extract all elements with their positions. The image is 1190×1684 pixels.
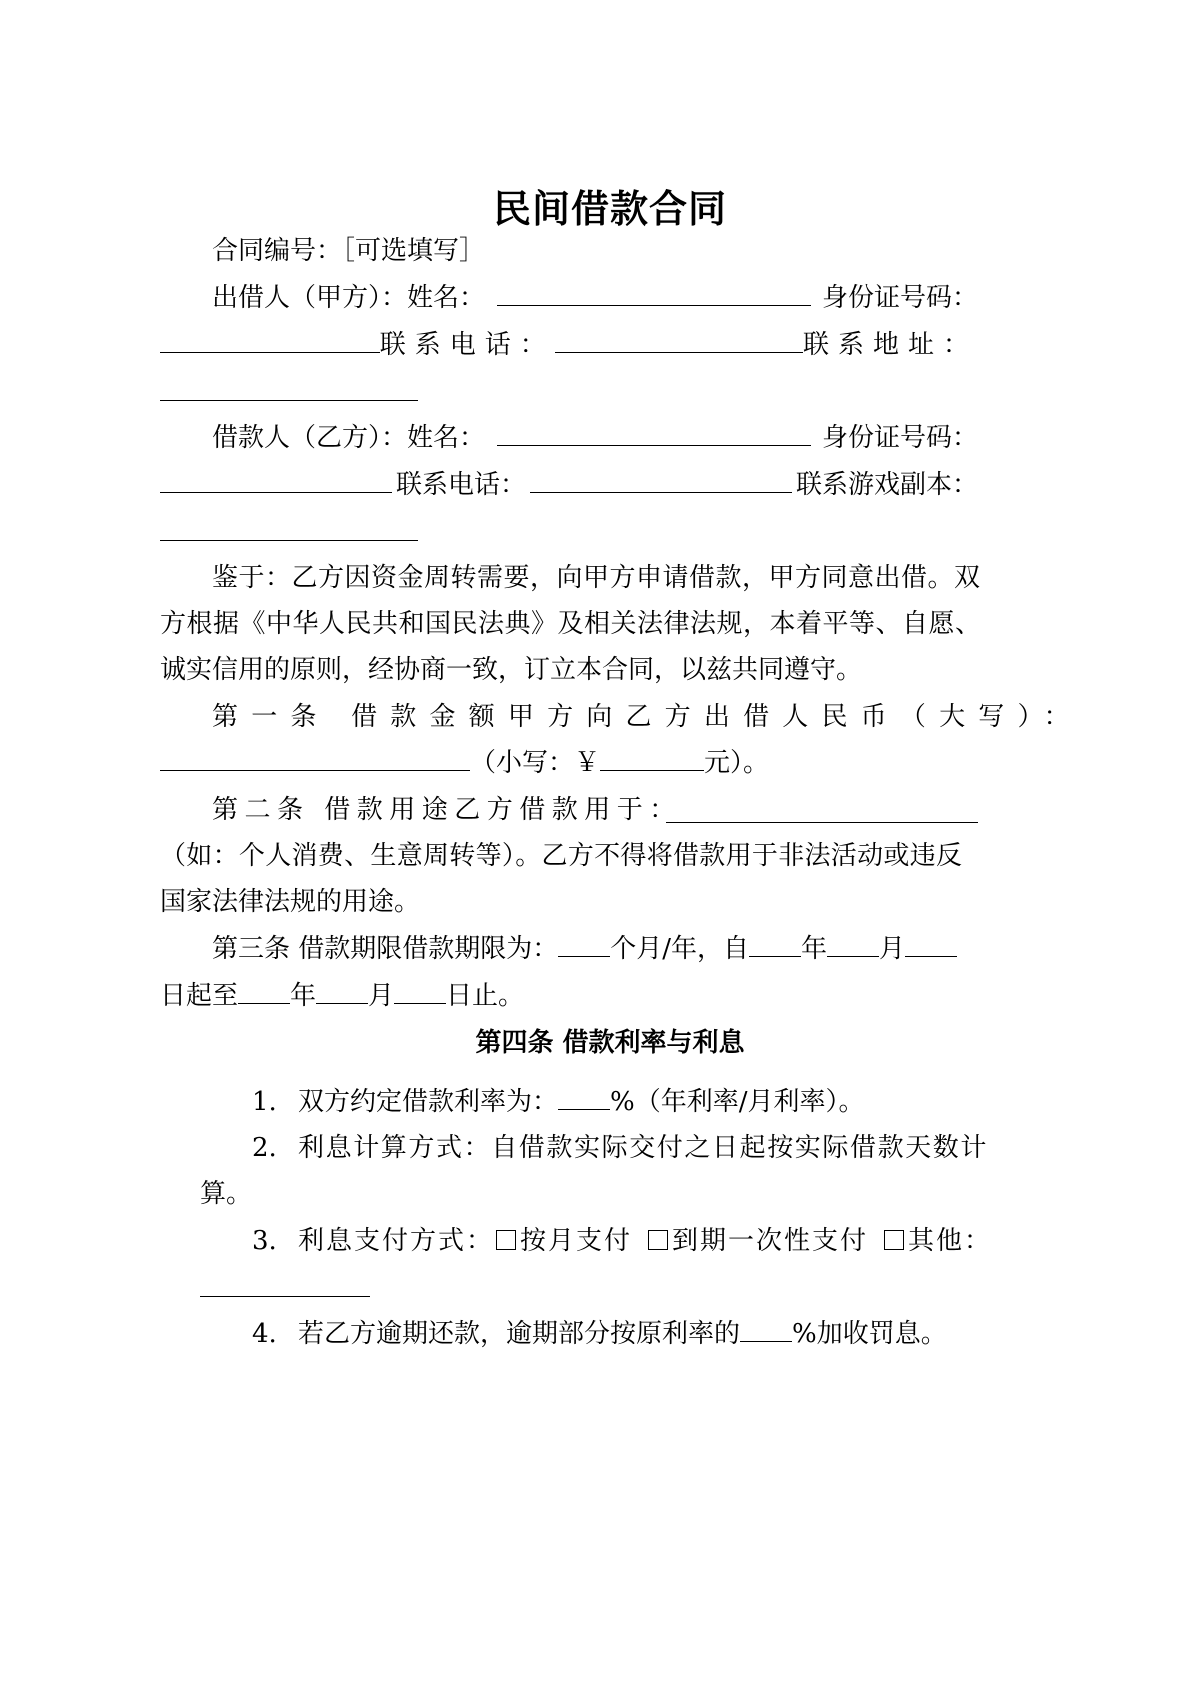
contract-number-value: ［可选填写］ [342, 236, 486, 266]
item-4-number: 4. [252, 1319, 277, 1349]
article-2-title: 第二条 借款用途乙方借款用于： [212, 795, 682, 825]
loan-purpose-blank[interactable] [666, 822, 978, 823]
borrower-phone-label: 联系电话： [395, 470, 526, 500]
end-month-blank[interactable] [316, 979, 368, 1004]
item-3-text: 利息支付方式： [298, 1226, 495, 1256]
lender-name-label: 出借人（甲方）：姓名： [212, 283, 486, 313]
item-2-number: 2. [252, 1133, 277, 1163]
penalty-rate-blank[interactable] [740, 1317, 792, 1342]
borrower-name-blank[interactable] [497, 421, 811, 446]
preamble-line-1: 鉴于：乙方因资金周转需要，向甲方申请借款，甲方同意出借。双 [212, 563, 981, 593]
article-3-line-1 [212, 932, 957, 966]
term-length-blank[interactable] [558, 932, 610, 957]
start-month-blank[interactable] [827, 932, 879, 957]
lender-name-blank[interactable] [497, 281, 811, 306]
borrower-name-line [212, 421, 978, 455]
preamble-line-3: 诚实信用的原则，经协商一致，订立本合同，以兹共同遵守。 [160, 655, 863, 685]
checkbox-monthly-icon[interactable] [496, 1230, 516, 1250]
lender-id-blank[interactable] [160, 328, 380, 353]
article-3-line-2 [160, 979, 524, 1013]
item-4-text-suffix: %加收罚息。 [792, 1319, 947, 1349]
interest-rate-blank[interactable] [558, 1085, 610, 1110]
borrower-id-label: 身份证号码： [821, 423, 978, 453]
lender-address-blank[interactable] [160, 400, 418, 401]
start-day-blank[interactable] [905, 932, 957, 957]
option-other: 其他： [908, 1226, 993, 1256]
contract-number-label: 合同编号： [212, 236, 343, 266]
item-1-number: 1. [252, 1087, 277, 1117]
end-day-label: 日止。 [446, 981, 525, 1011]
checkbox-lump-sum-icon[interactable] [648, 1230, 668, 1250]
article-2-line-1 [212, 793, 682, 827]
end-month-label: 月 [368, 981, 395, 1011]
amount-yuan-label: 元）。 [704, 748, 770, 778]
term-unit-label: 个月/年，自 [610, 934, 750, 964]
end-year-label: 年 [290, 981, 317, 1011]
borrower-address-label: 联系游戏副本： [795, 470, 978, 500]
option-monthly: 按月支付 [520, 1226, 633, 1256]
lender-id-label: 身份证号码： [821, 283, 978, 313]
item-3-number: 3. [252, 1226, 277, 1256]
borrower-contact-line [160, 468, 978, 502]
contract-number-line [212, 234, 485, 268]
borrower-id-blank[interactable] [160, 468, 392, 493]
start-month-label: 月 [879, 934, 906, 964]
item-1-text-suffix: %（年利率/月利率）。 [610, 1087, 865, 1117]
checkbox-other-icon[interactable] [884, 1230, 904, 1250]
article-4-item-2 [252, 1131, 988, 1165]
item-4-text: 若乙方逾期还款，逾期部分按原利率的 [298, 1319, 741, 1349]
end-year-blank[interactable] [238, 979, 290, 1004]
article-2-line-3: 国家法律法规的用途。 [160, 887, 421, 917]
article-4-item-3 [252, 1224, 992, 1258]
amount-small-label: （小写：￥ [470, 748, 601, 778]
article-2-line-2: （如：个人消费、生意周转等）。乙方不得将借款用于非法活动或违反 [160, 841, 963, 871]
start-year-blank[interactable] [749, 932, 801, 957]
item-2-text: 利息计算方式：自借款实际交付之日起按实际借款天数计 [298, 1133, 989, 1163]
article-3-title: 第三条 借款期限借款期限为： [212, 934, 559, 964]
lender-name-line [212, 281, 978, 315]
document-title: 民间借款合同 [492, 187, 727, 231]
end-day-blank[interactable] [394, 979, 446, 1004]
amount-uppercase-blank[interactable] [160, 746, 470, 771]
lender-phone-label: 联系电话： [379, 330, 555, 360]
borrower-name-label: 借款人（乙方）：姓名： [212, 423, 486, 453]
lender-address-label: 联系地址： [802, 330, 978, 360]
preamble-line-2: 方根据《中华人民共和国民法典》及相关法律法规，本着平等、自愿、 [160, 609, 982, 639]
lender-contact-line [160, 328, 978, 362]
article-4-heading: 第四条 借款利率与利息 [475, 1028, 745, 1058]
start-day-label: 日起至 [160, 981, 239, 1011]
borrower-phone-blank[interactable] [530, 468, 792, 493]
option-lump-sum: 到期一次性支付 [672, 1226, 869, 1256]
start-year-label: 年 [801, 934, 828, 964]
item-1-text: 双方约定借款利率为： [298, 1087, 559, 1117]
article-1-line-1: 第一条 借款金额甲方向乙方出借人民币（大写）： [212, 702, 1083, 732]
amount-number-blank[interactable] [600, 746, 704, 771]
other-payment-blank[interactable] [200, 1296, 370, 1297]
item-2-continuation: 算。 [200, 1179, 253, 1209]
article-1-line-2 [160, 746, 769, 780]
article-4-item-1 [252, 1085, 864, 1119]
borrower-address-blank[interactable] [160, 540, 418, 541]
lender-phone-blank[interactable] [555, 328, 803, 353]
article-4-item-4 [252, 1317, 947, 1351]
